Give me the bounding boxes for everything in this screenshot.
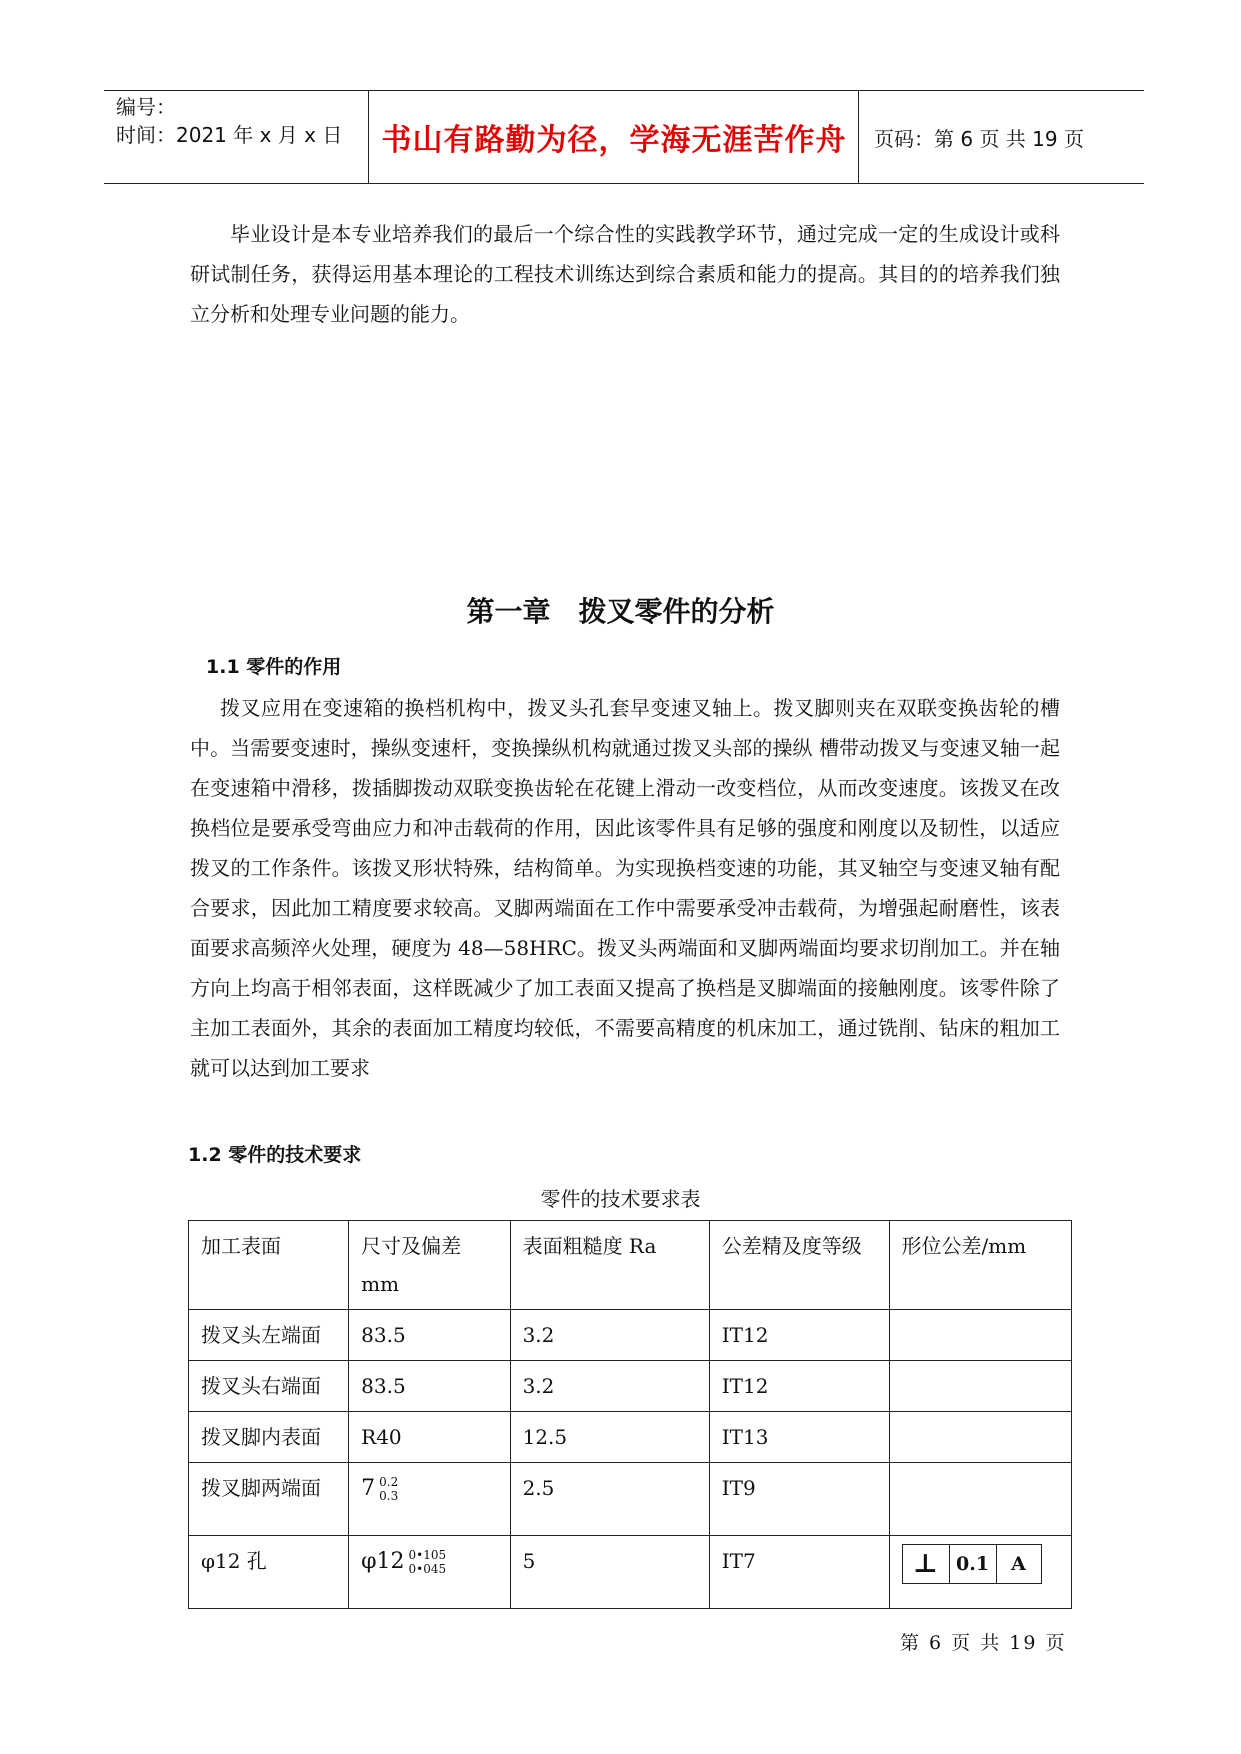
table-header-row xyxy=(189,1221,1072,1310)
table-cell xyxy=(889,1310,1071,1361)
table-cell xyxy=(349,1536,510,1609)
table-cell xyxy=(889,1412,1071,1463)
datum-reference: A xyxy=(1011,1553,1026,1575)
tolerance-stack xyxy=(379,1475,398,1503)
table-cell: 12.5 xyxy=(510,1412,709,1463)
table-header-cell: 加工表面 xyxy=(189,1221,349,1310)
header-divider xyxy=(858,91,859,183)
dimension-value: φ12 xyxy=(361,1549,405,1574)
section-heading: 1.2 零件的技术要求 xyxy=(188,1144,362,1166)
table-header-cell: 公差精及度等级 xyxy=(709,1221,889,1310)
table-header-cell: 尺寸及偏差 mm xyxy=(349,1221,510,1310)
tolerance-stack xyxy=(409,1548,447,1576)
tolerance-value: 0.1 xyxy=(950,1545,997,1583)
page-header xyxy=(104,90,1144,184)
table-row xyxy=(189,1310,1072,1361)
header-time-label: 时间：2021 年 x 月 x 日 xyxy=(116,123,343,147)
table-cell: 5 xyxy=(510,1536,709,1609)
table-cell xyxy=(349,1463,510,1536)
tolerance-lower: 0.3 xyxy=(379,1489,399,1503)
table-cell: IT12 xyxy=(709,1310,889,1361)
tolerance-lower: 0•045 xyxy=(408,1562,447,1576)
dimension-tolerance xyxy=(361,1470,398,1508)
table-row xyxy=(189,1463,1072,1536)
table-cell: R40 xyxy=(349,1412,510,1463)
table-row xyxy=(189,1361,1072,1412)
section-paragraph xyxy=(190,688,1060,1088)
section-heading: 1.1 零件的作用 xyxy=(206,656,342,678)
table-cell: 83.5 xyxy=(349,1361,510,1412)
header-page-label: 页码：第 6 页 共 19 页 xyxy=(874,126,1084,151)
table-cell: φ12 孔 xyxy=(189,1536,349,1609)
table-cell: IT7 xyxy=(709,1536,889,1609)
header-divider xyxy=(368,91,369,183)
table-caption: 零件的技术要求表 xyxy=(540,1187,701,1211)
table-cell: 拨叉头右端面 xyxy=(189,1361,349,1412)
header-motto: 书山有路勤为径，学海无涯苦作舟 xyxy=(381,123,847,158)
intro-text: 毕业设计是本专业培养我们的最后一个综合性的实践教学环节，通过完成一定的生成设计或科研试制任务，获得运用基本理论的工程技术训练达到综合素质和能力的提高。其目的的培养我们独立分析和处理专业问题的能力。 xyxy=(190,222,1060,326)
perpendicularity-icon: ⊥ xyxy=(903,1545,950,1583)
tech-requirements-table xyxy=(188,1220,1072,1609)
table-cell: IT9 xyxy=(709,1463,889,1536)
dimension-value: 7 xyxy=(361,1476,376,1501)
table-cell xyxy=(889,1536,1071,1609)
feature-control-frame xyxy=(902,1544,1042,1584)
header-number-label: 编号： xyxy=(116,95,176,119)
table-row xyxy=(189,1536,1072,1609)
table-cell: IT13 xyxy=(709,1412,889,1463)
table-cell xyxy=(889,1463,1071,1536)
table-header-cell: 形位公差/mm xyxy=(889,1221,1071,1310)
dimension-tolerance xyxy=(361,1543,446,1581)
table-cell: 3.2 xyxy=(510,1361,709,1412)
table-cell xyxy=(889,1361,1071,1412)
table-row xyxy=(189,1412,1072,1463)
table-cell: 拨叉脚内表面 xyxy=(189,1412,349,1463)
section1-text: 拨叉应用在变速箱的换档机构中，拨叉头孔套早变速叉轴上。拨叉脚则夹在双联变换齿轮的槽中。当需要变速时，操纵变速杆，变换操纵机构就通过拨叉头部的操纵 槽带动拨叉与变速叉轴一起在变速箱中滑移，拨插脚拨动双联变换齿轮在花键上滑动一改变档位，从而改变速度。该拨叉在改换档位是要承受弯曲应力和冲击载荷的作用，因此该零件具有足够的强度和刚度以及韧性，以适应拨叉的工作条件。该拨叉形状特殊，结构简单。为实现换档变速的功能，其叉轴空与变速叉轴有配合要求，因此加工精度要求较高。叉脚两端面在工作中需要承受冲击载荷，为增强起耐磨性，该表面要求高频淬火处理，硬度为 48—58HRC。拨叉头两端面和叉脚两端面均要求切削加工。并在轴方向上均高于相邻表面，这样既减少了加工表面又提高了换档是叉脚端面的接触刚度。该零件除了主加工表面外，其余的表面加工精度均较低，不需要高精度的机床加工，通过铣削、钻床的粗加工就可以达到加工要求 xyxy=(190,696,1060,1080)
intro-paragraph xyxy=(190,214,1060,334)
header-meta xyxy=(116,91,366,183)
table-cell: IT12 xyxy=(709,1361,889,1412)
tolerance-upper: 0•105 xyxy=(408,1548,447,1562)
page-footer: 第 6 页 共 19 页 xyxy=(900,1632,1067,1654)
table-cell: 83.5 xyxy=(349,1310,510,1361)
table-cell: 3.2 xyxy=(510,1310,709,1361)
table-header-cell: 表面粗糙度 Ra xyxy=(510,1221,709,1310)
table-cell: 拨叉头左端面 xyxy=(189,1310,349,1361)
tolerance-upper: 0.2 xyxy=(379,1475,399,1489)
chapter-title: 第一章 拨叉零件的分析 xyxy=(466,595,775,628)
table-cell: 2.5 xyxy=(510,1463,709,1536)
table-cell: 拨叉脚两端面 xyxy=(189,1463,349,1536)
